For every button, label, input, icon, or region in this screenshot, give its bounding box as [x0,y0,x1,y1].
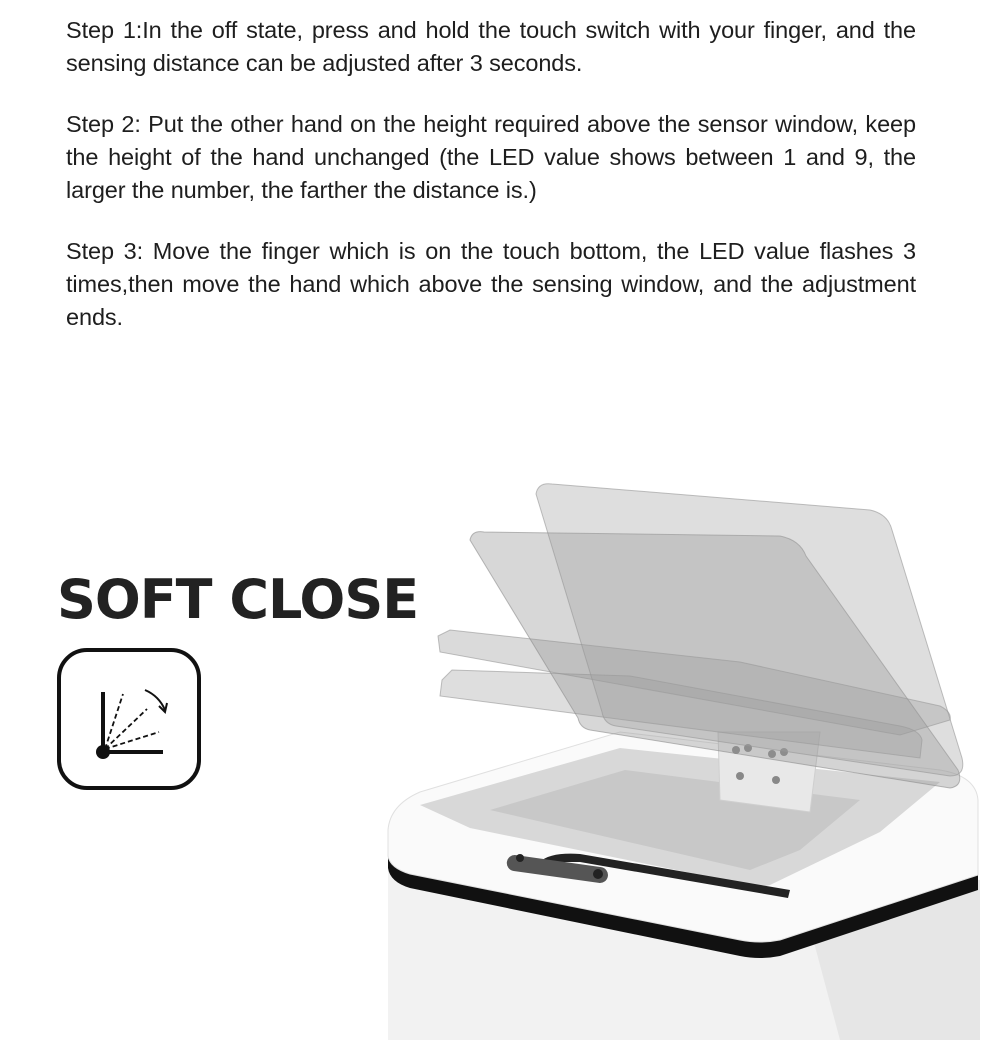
step-2-text: Step 2: Put the other hand on the height required above the sensor window, keep the height of the hand unchanged (the LED value shows between 1 and 9, the larger the number, the farther the distance is.) [66,111,916,203]
step-1-text: Step 1:In the off state, press and hold the touch switch with your finger, and the sensing distance can be adjusted after 3 seconds. [66,17,916,76]
trash-can-product-image [380,470,1000,1040]
soft-close-hinge-icon [57,648,201,790]
instruction-steps [66,14,916,362]
feature-title: SOFT CLOSE [57,568,419,631]
step-3-text: Step 3: Move the finger which is on the touch bottom, the LED value flashes 3 times,then move the hand which above the sensing window, and the adjustment ends. [66,238,916,330]
